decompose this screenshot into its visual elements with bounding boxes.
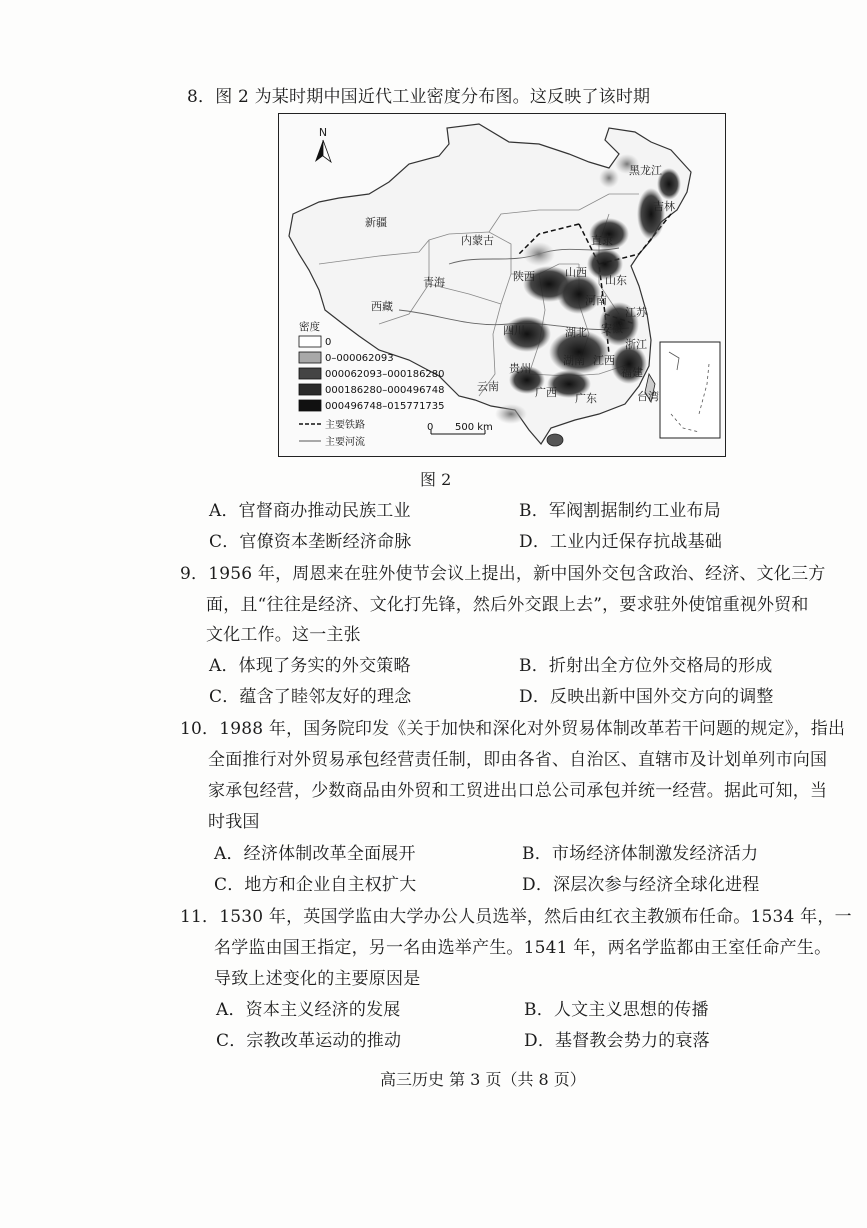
svg-text:0: 0 [427,422,434,433]
q10-stem-line-4: 时我国 [208,812,260,832]
hainan-island [547,434,563,446]
q9-stem-line-2: 面，且“往往是经济、文化打先锋，然后外交跟上去”，要求驻外使馆重视外贸和 [206,595,809,615]
svg-text:贵州: 贵州 [509,362,531,375]
svg-text:广东: 广东 [575,392,597,405]
svg-text:500 km: 500 km [455,422,493,433]
svg-text:吉林: 吉林 [653,200,675,213]
q11-stem-line-2: 名学监由国王指定，另一名由选举产生。1541 年，两名学监都由王室任命产生。 [214,938,832,958]
q9-stem-line-3: 文化工作。这一主张 [206,625,361,645]
q11-stem-line-1: 11．1530 年，英国学监由大学办公人员选举，然后由红衣主教颁布任命。1534 年，一 [180,907,852,927]
q10-stem-line-2: 全面推行对外贸易承包经营责任制，即由各省、自治区、直辖市及计划单列市向国 [208,750,828,770]
svg-text:河南: 河南 [585,294,607,307]
q9-option-c[interactable]: C．蕴含了睦邻友好的理念 [209,687,412,707]
q9-stem-line-1: 9．1956 年，周恩来在驻外使节会议上提出，新中国外交包含政治、经济、文化三方 [180,564,826,584]
q11-option-b[interactable]: B．人文主义思想的传播 [524,1000,709,1020]
map-svg [279,114,725,456]
svg-text:000186280–000496748: 000186280–000496748 [325,385,445,396]
q10-option-d[interactable]: D．深层次参与经济全球化进程 [522,875,760,895]
svg-text:山西: 山西 [565,266,587,279]
svg-text:安徽: 安徽 [601,322,623,335]
q8-option-b[interactable]: B．军阀割据制约工业布局 [519,501,721,521]
svg-text:N: N [318,126,328,139]
svg-text:四川: 四川 [503,324,525,337]
industry-density-map [278,113,726,457]
svg-text:江苏: 江苏 [625,306,647,319]
svg-text:000062093–000186280: 000062093–000186280 [325,369,445,380]
svg-text:0–000062093: 0–000062093 [325,353,394,364]
svg-text:青海: 青海 [423,276,445,289]
q11-option-d[interactable]: D．基督教会势力的衰落 [524,1031,710,1051]
q9-option-d[interactable]: D．反映出新中国外交方向的调整 [519,687,774,707]
svg-text:0: 0 [325,337,332,348]
svg-text:内蒙古: 内蒙古 [461,234,494,247]
q8-option-a[interactable]: A．官督商办推动民族工业 [209,501,411,521]
svg-text:江西: 江西 [593,354,615,367]
q11-option-c[interactable]: C．宗教改革运动的推动 [216,1031,402,1051]
svg-text:浙江: 浙江 [625,338,647,351]
svg-text:密度: 密度 [299,321,320,333]
svg-text:000496748–015771735: 000496748–015771735 [325,401,445,412]
q10-stem-line-1: 10．1988 年，国务院印发《关于加快和深化对外贸易体制改革若干问题的规定》，指出 [180,719,846,739]
svg-text:直隶: 直隶 [591,234,613,247]
q10-option-c[interactable]: C．地方和企业自主权扩大 [214,875,417,895]
q10-stem-line-3: 家承包经营，少数商品由外贸和工贸进出口总公司承包并统一经营。据此可知，当 [208,781,828,801]
north-arrow-icon [315,126,331,162]
svg-text:主要铁路: 主要铁路 [325,420,365,431]
q10-option-a[interactable]: A．经济体制改革全面展开 [214,844,416,864]
q9-option-a[interactable]: A．体现了务实的外交策略 [209,656,411,676]
q11-stem-line-3: 导致上述变化的主要原因是 [214,969,421,989]
south-china-sea-inset [660,342,720,438]
svg-text:广西: 广西 [535,386,557,399]
svg-text:新疆: 新疆 [365,216,387,229]
svg-text:主要河流: 主要河流 [325,437,365,448]
q8-option-c[interactable]: C．官僚资本垄断经济命脉 [209,532,412,552]
q10-option-b[interactable]: B．市场经济体制激发经济活力 [522,844,759,864]
q11-option-a[interactable]: A．资本主义经济的发展 [216,1000,401,1020]
svg-text:陕西: 陕西 [513,270,535,283]
q8-option-d[interactable]: D．工业内迁保存抗战基础 [519,532,723,552]
svg-text:福建: 福建 [621,366,643,379]
svg-text:西藏: 西藏 [371,300,393,313]
svg-text:云南: 云南 [477,380,499,393]
q8-stem: 8．图 2 为某时期中国近代工业密度分布图。这反映了该时期 [187,87,651,107]
svg-text:山东: 山东 [605,274,627,287]
svg-text:湖南: 湖南 [563,354,585,367]
svg-text:黑龙江: 黑龙江 [629,164,662,177]
figure-caption: 图 2 [420,470,452,489]
q9-option-b[interactable]: B．折射出全方位外交格局的形成 [519,656,773,676]
svg-text:湖北: 湖北 [565,326,587,339]
svg-text:台湾: 台湾 [637,390,659,403]
scale-bar [427,422,493,434]
page-footer: 高三历史 第 3 页（共 8 页） [380,1070,586,1089]
